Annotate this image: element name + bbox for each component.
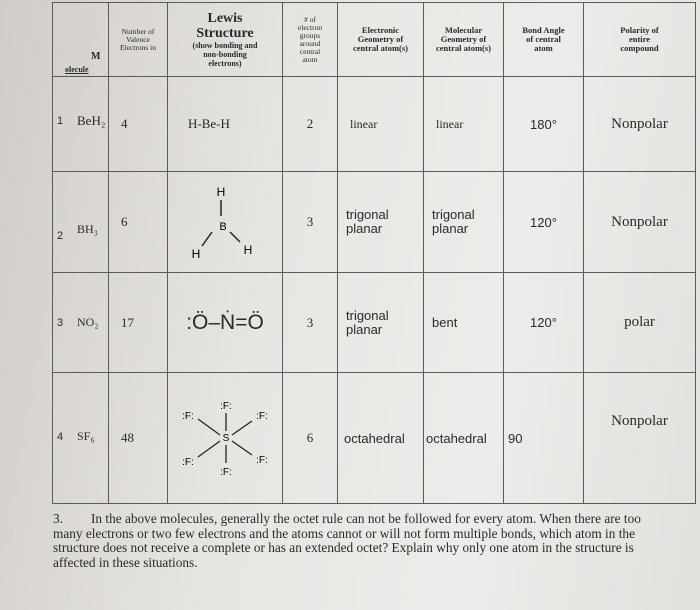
lewis-structure (168, 172, 283, 273)
polarity-cell: Nonpolar (584, 373, 696, 504)
lewis-atom-f: :F: (256, 455, 268, 466)
header-valence-line: Number of (121, 26, 155, 36)
row-number: 3 (57, 317, 64, 329)
header-bond-angle (504, 3, 584, 77)
header-angle-line: of central (526, 34, 561, 44)
header-lewis-sub: non-bonding (203, 50, 247, 59)
header-egeom-line: Geometry of (357, 34, 404, 44)
question-number: 3. (53, 511, 63, 526)
table-row (53, 172, 696, 273)
header-groups-line: # of (304, 14, 316, 24)
lewis-atom-h: H (216, 185, 226, 199)
header-valence (109, 3, 168, 77)
sf6-lewis-diagram (168, 373, 283, 503)
bond-angle-cell: 120° (504, 273, 584, 373)
valence-cell: 48 (109, 373, 168, 504)
header-angle-line: Bond Angle (522, 25, 565, 35)
molecule-table (52, 2, 696, 504)
molecule-cell (53, 77, 109, 172)
molecular-geometry-cell: trigonal planar (424, 172, 504, 273)
molecule-formula: BeH₂ (77, 113, 106, 128)
row-number: 1 (57, 115, 64, 127)
molecular-geometry-cell: bent (424, 273, 504, 373)
lewis-atom-h: H (243, 243, 253, 257)
molecule-formula: SF₆ (77, 429, 95, 443)
row-number: 2 (57, 230, 64, 242)
groups-cell: 3 (283, 273, 338, 373)
lewis-atom-f: :F: (220, 467, 232, 478)
header-polarity-line: Polarity of (620, 25, 659, 35)
header-molecular-geometry (424, 3, 504, 77)
header-molecule (53, 3, 109, 77)
molecular-geometry-cell: linear (424, 77, 504, 172)
lewis-atom-f: :F: (182, 411, 194, 422)
lewis-structure: H-Be-H (168, 77, 283, 172)
lewis-structure (168, 373, 283, 504)
header-groups-line: electron (297, 22, 323, 32)
header-egeom-line: Electronic (361, 25, 400, 35)
bond-angle-cell: 120° (504, 172, 584, 273)
header-egeom-line: central atom(s) (353, 43, 408, 53)
electronic-geometry-cell: trigonal planar (338, 273, 424, 373)
header-molecule-text: M (91, 51, 101, 62)
lewis-atom-f: :F: (220, 401, 232, 412)
header-lewis-sub: (show bonding and (192, 41, 258, 50)
lewis-atom-s: S (222, 433, 230, 444)
molecule-cell (53, 273, 109, 373)
header-polarity-line: compound (620, 43, 659, 53)
header-molecule-text-2: olecule (65, 65, 89, 74)
molecule-formula: BH₃ (77, 222, 98, 236)
row-number: 4 (57, 431, 64, 443)
bond-angle-cell: 90 (504, 373, 584, 504)
groups-cell: 6 (283, 373, 338, 504)
question-text: In the above molecules, generally the octet rule can not be followed for every atom. When there are too many electrons or two few electrons and the atoms cannot or will not form multiple bonds, which atom in the structure does not receive a complete or has an extended octet? Explain why only one atom in the structure is affected in these situations. (53, 511, 641, 570)
lewis-atom-f: :F: (182, 457, 194, 468)
lewis-structure: :Ö–Ṅ=Ö (168, 273, 283, 373)
electronic-geometry-cell: octahedral (338, 373, 424, 504)
header-mgeom-line: Molecular (444, 25, 483, 35)
valence-cell: 4 (109, 77, 168, 172)
valence-cell: 6 (109, 172, 168, 273)
groups-cell: 2 (283, 77, 338, 172)
polarity-cell: polar (584, 273, 696, 373)
molecule-cell (53, 373, 109, 504)
lewis-atom-h: H (191, 247, 201, 261)
valence-cell: 17 (109, 273, 168, 373)
header-mgeom-line: central atom(s) (436, 43, 491, 53)
lewis-atom-b: B (219, 221, 227, 233)
groups-cell: 3 (283, 172, 338, 273)
header-groups (283, 3, 338, 77)
bh3-lewis-diagram (168, 172, 283, 272)
table-row (53, 373, 696, 504)
table-row (53, 273, 696, 373)
lewis-atom-f: :F: (256, 411, 268, 422)
header-row (53, 3, 696, 77)
header-valence-line: Electrons in (119, 42, 157, 52)
header-groups-line: around (299, 38, 321, 48)
question-3 (53, 512, 663, 570)
molecular-geometry-cell: octahedral (424, 373, 504, 504)
electronic-geometry-cell: linear (338, 77, 424, 172)
header-polarity (584, 3, 696, 77)
header-groups-line: atom (302, 54, 318, 64)
header-lewis (168, 3, 283, 77)
header-groups-line: central (299, 46, 321, 56)
header-polarity-line: entire (628, 34, 651, 44)
bond-angle-cell: 180° (504, 77, 584, 172)
header-electronic-geometry (338, 3, 424, 77)
polarity-cell: Nonpolar (584, 77, 696, 172)
molecule-formula: NO₂ (77, 315, 99, 329)
header-lewis-sub: electrons) (208, 59, 242, 68)
electronic-geometry-cell: trigonal planar (338, 172, 424, 273)
header-lewis-title-2: Structure (196, 26, 254, 41)
header-mgeom-line: Geometry of (440, 34, 487, 44)
header-valence-line: Valence (126, 34, 150, 44)
table-row (53, 77, 696, 172)
header-groups-line: groups (299, 30, 321, 40)
header-angle-line: atom (534, 43, 553, 53)
polarity-cell: Nonpolar (584, 172, 696, 273)
molecule-cell (53, 172, 109, 273)
header-lewis-title: Lewis (207, 11, 243, 26)
